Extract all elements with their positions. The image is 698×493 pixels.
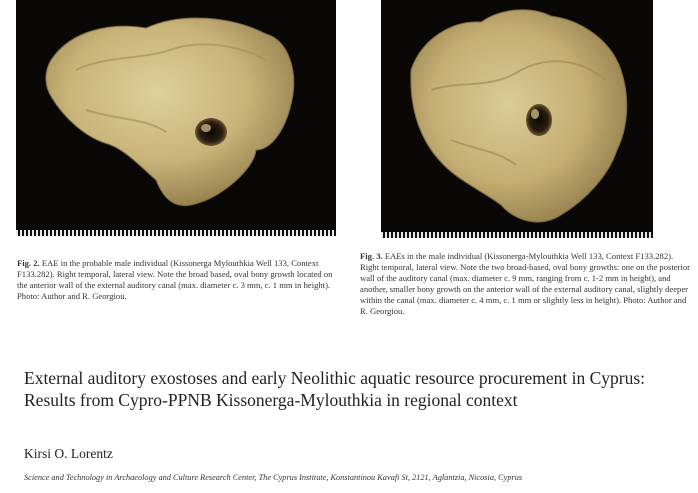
author-affiliation: Science and Technology in Archaeology and Culture Research Center, The Cyprus Institute, Konstantinou Kavafi St, 2121, Aglantzia, Nicosia, Cyprus bbox=[24, 473, 523, 482]
temporal-bone-image bbox=[381, 0, 653, 238]
figure-3-label: Fig. 3. bbox=[360, 251, 383, 261]
figure-2-caption bbox=[17, 258, 335, 302]
figure-3-photo bbox=[381, 0, 653, 238]
figure-2-photo bbox=[16, 0, 336, 236]
author-name: Kirsi O. Lorentz bbox=[24, 446, 113, 461]
scale-bar bbox=[381, 232, 653, 238]
temporal-bone-image bbox=[16, 0, 336, 236]
figure-3-caption bbox=[360, 251, 690, 317]
figure-2-caption-text: EAE in the probable male individual (Kissonerga Mylouthkia Well 133, Context F133.282). Right temporal, lateral view. Note the broad based, oval bony growth located on the anterior wall of the external auditory canal (max. diameter c. 3 mm, c. 1 mm in height). Photo: Author and R. Georgiou. bbox=[17, 258, 333, 301]
scale-bar bbox=[16, 230, 336, 236]
figure-2-label: Fig. 2. bbox=[17, 258, 40, 268]
article-title: External auditory exostoses and early Neolithic aquatic resource procurement in Cyprus: Results from Cypro-PPNB Kissonerga-Mylouthkia in regional context bbox=[24, 368, 646, 410]
figure-3-caption-text: EAEs in the male individual (Kissonerga-Mylouthkia Well 133, Context F133.282). Right temporal, lateral view. Note the two broad-based, oval bony growths: one on the posterior wall of the auditory canal (max. diameter c. 9 mm, ranging from c. 1-2 mm in height), and another, smaller bony growth on the anterior wall of the external auditory canal, slightly deeper within the canal (max. diameter c. 4 mm, c. 1 mm or slightly less in height). Photo: Author and R. Georgiou. bbox=[360, 251, 690, 316]
